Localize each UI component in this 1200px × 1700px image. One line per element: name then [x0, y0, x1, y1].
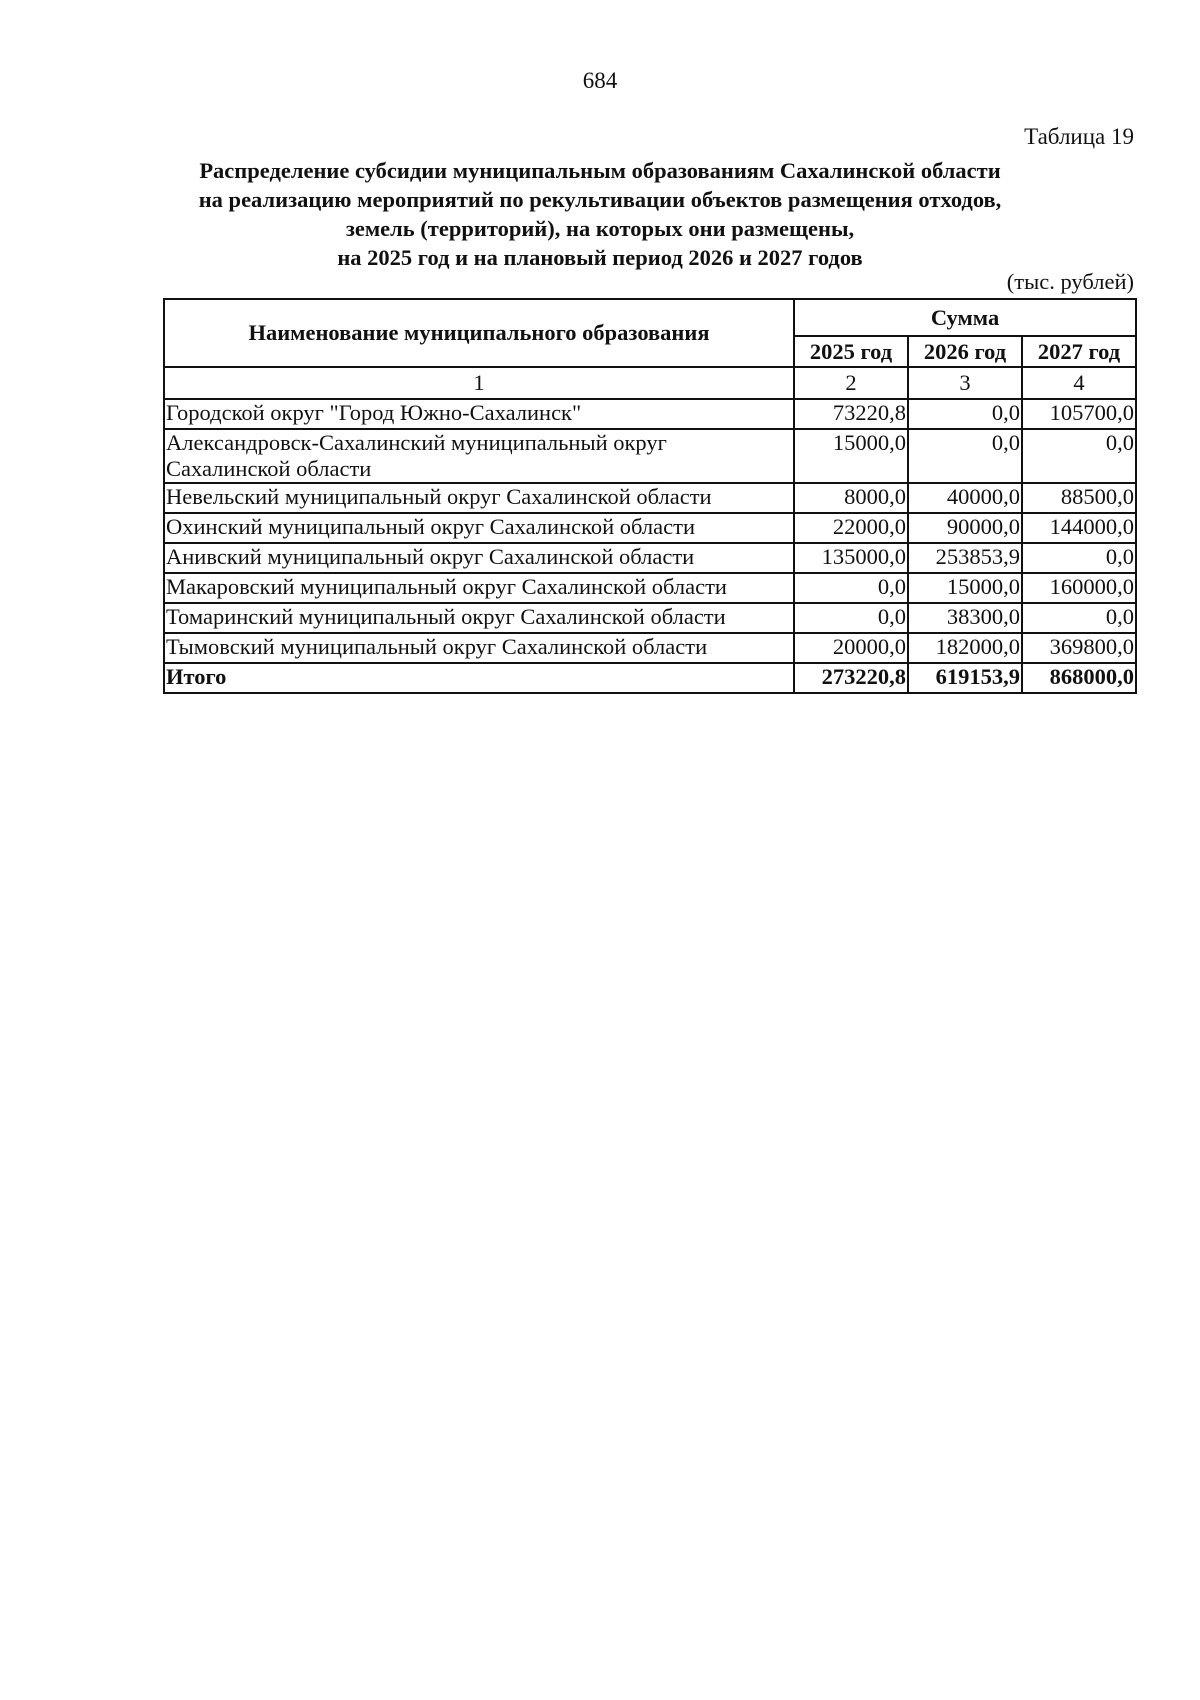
- municipality-name: Тымовский муниципальный округ Сахалинской области: [164, 633, 794, 663]
- municipality-name: Александровск-Сахалинский муниципальный округ Сахалинской области: [164, 429, 794, 483]
- document-title: [140, 156, 1060, 272]
- amount-2027: 0,0: [1022, 543, 1136, 573]
- header-municipality-name: Наименование муниципального образования: [164, 299, 794, 367]
- header-year-2026: 2026 год: [908, 336, 1022, 367]
- amount-2027: 88500,0: [1022, 483, 1136, 513]
- table-row: [164, 399, 1136, 429]
- municipality-name: Городской округ "Город Южно-Сахалинск": [164, 399, 794, 429]
- amount-2027: 0,0: [1022, 429, 1136, 483]
- amount-2026: 0,0: [908, 429, 1022, 483]
- title-line: на реализацию мероприятий по рекультивации объектов размещения отходов,: [198, 187, 1002, 212]
- amount-2027: 144000,0: [1022, 513, 1136, 543]
- amount-2025: 0,0: [794, 573, 908, 603]
- amount-2027: 160000,0: [1022, 573, 1136, 603]
- total-label: Итого: [164, 663, 794, 693]
- table-row: [164, 429, 1136, 483]
- header-sum: Сумма: [794, 299, 1136, 336]
- title-line: Распределение субсидии муниципальным образованиям Сахалинской области: [199, 158, 1001, 183]
- title-line: на 2025 год и на плановый период 2026 и 2027 годов: [337, 245, 863, 270]
- amount-2026: 0,0: [908, 399, 1022, 429]
- column-number-row: [164, 367, 1136, 399]
- table-row: [164, 513, 1136, 543]
- total-row: [164, 663, 1136, 693]
- amount-2027: 105700,0: [1022, 399, 1136, 429]
- amount-2027: 0,0: [1022, 603, 1136, 633]
- amount-2025: 0,0: [794, 603, 908, 633]
- column-number: 1: [164, 367, 794, 399]
- column-number: 3: [908, 367, 1022, 399]
- title-line: земель (территорий), на которых они размещены,: [345, 216, 855, 241]
- table-row: [164, 543, 1136, 573]
- amount-2026: 38300,0: [908, 603, 1022, 633]
- amount-2025: 20000,0: [794, 633, 908, 663]
- table-label: Таблица 19: [1024, 124, 1134, 149]
- subsidy-table: [163, 298, 1137, 694]
- amount-2025: 8000,0: [794, 483, 908, 513]
- municipality-name: Макаровский муниципальный округ Сахалинской области: [164, 573, 794, 603]
- amount-2025: 73220,8: [794, 399, 908, 429]
- amount-2026: 253853,9: [908, 543, 1022, 573]
- municipality-name: Невельский муниципальный округ Сахалинской области: [164, 483, 794, 513]
- amount-2026: 40000,0: [908, 483, 1022, 513]
- amount-2026: 90000,0: [908, 513, 1022, 543]
- header-year-2025: 2025 год: [794, 336, 908, 367]
- amount-2026: 15000,0: [908, 573, 1022, 603]
- amount-2025: 15000,0: [794, 429, 908, 483]
- page-number: 684: [582, 68, 618, 93]
- table-row: [164, 633, 1136, 663]
- municipality-name: Анивский муниципальный округ Сахалинской области: [164, 543, 794, 573]
- amount-2027: 369800,0: [1022, 633, 1136, 663]
- table-row: [164, 603, 1136, 633]
- amount-2025: 135000,0: [794, 543, 908, 573]
- units-label: (тыс. рублей): [1006, 269, 1134, 294]
- amount-2025: 22000,0: [794, 513, 908, 543]
- header-year-2027: 2027 год: [1022, 336, 1136, 367]
- column-number: 4: [1022, 367, 1136, 399]
- table-row: [164, 483, 1136, 513]
- amount-2026: 182000,0: [908, 633, 1022, 663]
- table-row: [164, 573, 1136, 603]
- total-2026: 619153,9: [908, 663, 1022, 693]
- total-2027: 868000,0: [1022, 663, 1136, 693]
- total-2025: 273220,8: [794, 663, 908, 693]
- municipality-name: Охинский муниципальный округ Сахалинской области: [164, 513, 794, 543]
- municipality-name: Томаринский муниципальный округ Сахалинской области: [164, 603, 794, 633]
- column-number: 2: [794, 367, 908, 399]
